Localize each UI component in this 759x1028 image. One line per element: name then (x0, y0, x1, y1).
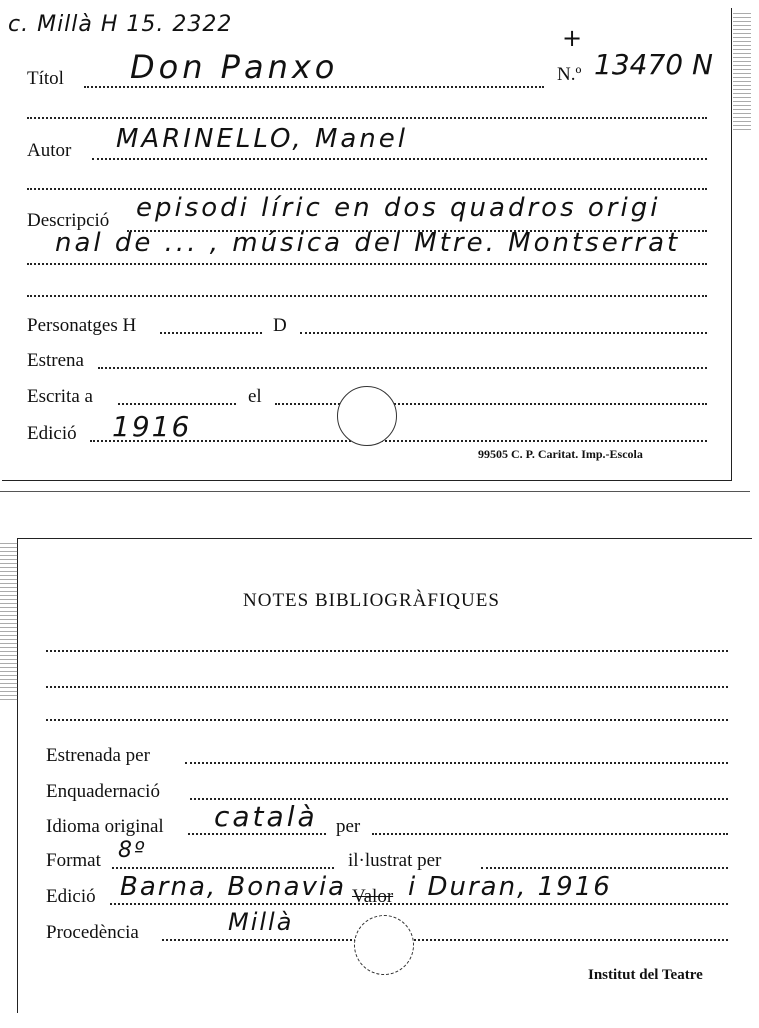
edicio2-line (110, 903, 728, 905)
edicio-label: Edició (27, 423, 77, 444)
scan-noise (733, 10, 751, 130)
procedencia-line (162, 939, 728, 941)
idioma-value: català (214, 800, 318, 833)
format-label: Format (46, 850, 101, 871)
edicio2-value-b: i Duran, 1916 (408, 872, 612, 902)
idioma-label: Idioma original (46, 816, 164, 837)
descripcio-label: Descripció (27, 210, 110, 231)
format-line (112, 867, 334, 869)
descripcio-line-2 (27, 263, 707, 265)
estrena-line (98, 367, 707, 369)
enquadernacio-label: Enquadernació (46, 781, 160, 802)
escrita-line (118, 403, 236, 405)
punch-hole-stamp-2 (354, 915, 414, 975)
archive-note: c. Millà H 15. 2322 (8, 12, 233, 37)
numero-label: N.º (557, 64, 582, 85)
illustrat-line (481, 867, 728, 869)
valor-label: Valor (352, 886, 394, 907)
format-value: 8º (118, 838, 147, 863)
procedencia-label: Procedència (46, 922, 139, 943)
titol-line (84, 86, 544, 88)
titol-value: Don Panxo (130, 48, 339, 86)
estrena-label: Estrena (27, 350, 84, 371)
card-separator (0, 491, 750, 492)
printer-mark: 99505 C. P. Caritat. Imp.-Escola (478, 447, 643, 461)
estrenada-line (185, 762, 728, 764)
blank-line-1 (27, 117, 707, 119)
institution-mark: Institut del Teatre (588, 967, 703, 983)
dones-label: D (273, 315, 287, 336)
notes-line-3 (46, 719, 728, 721)
procedencia-value: Millà (228, 908, 294, 936)
personatges-label: Personatges H (27, 315, 137, 336)
edicio2-value-a: Barna, Bonavia (120, 872, 347, 902)
per-label: per (336, 816, 361, 837)
notes-line-1 (46, 650, 728, 652)
el-label: el (248, 386, 262, 407)
scan-noise-left (0, 540, 18, 700)
titol-label: Títol (27, 68, 64, 89)
escrita-label: Escrita a (27, 386, 93, 407)
autor-label: Autor (27, 140, 72, 161)
punch-hole-stamp (337, 386, 397, 446)
autor-line (92, 158, 707, 160)
estrenada-label: Estrenada per (46, 745, 150, 766)
personatges-d-line (300, 332, 707, 334)
edicio2-label: Edició (46, 886, 96, 907)
idioma-line (188, 833, 326, 835)
blank-line-3 (27, 295, 707, 297)
notes-heading: NOTES BIBLIOGRÀFIQUES (243, 590, 500, 611)
notes-line-2 (46, 686, 728, 688)
descripcio-value-2: nal de ... , música del Mtre. Montserrat (55, 228, 681, 258)
blank-line-2 (27, 188, 707, 190)
autor-value: MARINELLO, Manel (116, 124, 409, 154)
illustrat-label: il·lustrat per (348, 850, 442, 871)
personatges-h-line (160, 332, 262, 334)
per-line (372, 833, 728, 835)
descripcio-value-1: episodi líric en dos quadros origi (136, 193, 661, 223)
edicio-value: 1916 (112, 410, 192, 443)
cross-mark: + (562, 24, 585, 52)
numero-value: 13470 N (594, 48, 713, 81)
